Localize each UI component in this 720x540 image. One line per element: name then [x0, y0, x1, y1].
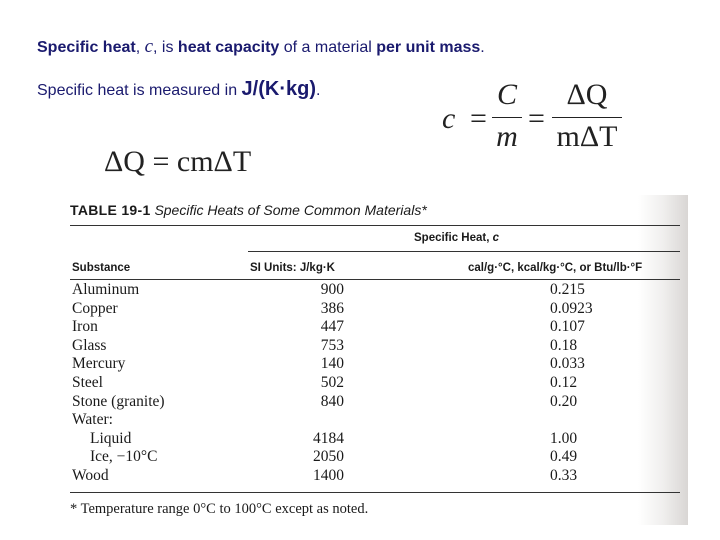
table-top-rule	[70, 225, 680, 226]
cell-substance: Mercury	[72, 355, 126, 373]
eq-equals-2: =	[528, 102, 545, 135]
eq-denominator-1: m	[496, 120, 518, 153]
table-row	[72, 318, 682, 337]
term-per-unit-mass: per unit mass	[376, 39, 481, 56]
col-header-si: SI Units: J/kg·K	[250, 262, 335, 274]
specific-heat-table	[62, 195, 688, 525]
cell-si: 900	[320, 281, 344, 298]
header-rule	[70, 279, 680, 280]
group-header-text: Specific Heat,	[414, 232, 493, 244]
units-line	[37, 78, 320, 101]
cell-cal: 1.00	[550, 429, 578, 447]
cell-cal: 0.033	[550, 355, 585, 373]
cell-substance: Glass	[72, 336, 107, 354]
cell-substance: Liquid	[90, 429, 132, 447]
symbol-c: c	[144, 36, 154, 57]
cell-cal: 0.49	[550, 448, 578, 466]
eq-equals-1: =	[470, 102, 487, 135]
group-header	[414, 232, 499, 244]
cell-si: 753	[320, 336, 344, 354]
table-label: TABLE 19-1	[70, 202, 151, 218]
table-caption: Specific Heats of Some Common Materials*	[154, 202, 427, 218]
table-row	[72, 393, 682, 412]
table-bottom-rule	[70, 492, 680, 493]
eq-denominator-2: mΔT	[556, 120, 618, 153]
table-body	[72, 281, 682, 486]
table-row	[72, 337, 682, 356]
group-header-symbol: c	[492, 232, 500, 244]
table-row	[72, 300, 682, 319]
cell-cal: 0.33	[550, 466, 578, 484]
col-header-cal: cal/g·°C, kcal/kg·°C, or Btu/lb·°F	[468, 262, 643, 274]
cell-si: 4184	[313, 429, 344, 447]
cell-si: 502	[320, 373, 344, 391]
cell-substance: Iron	[72, 318, 98, 336]
cell-si: 840	[320, 392, 344, 410]
table-row	[72, 411, 682, 430]
cell-si: 386	[320, 299, 344, 317]
cell-cal: 0.107	[550, 318, 585, 336]
table-row	[72, 281, 682, 300]
term-heat-capacity: heat capacity	[177, 39, 280, 56]
cell-cal: 0.18	[550, 336, 578, 354]
cell-si: 1400	[313, 466, 344, 484]
group-rule	[248, 251, 680, 252]
table-title	[70, 202, 427, 218]
cell-cal: 0.12	[550, 373, 578, 391]
cell-cal: 0.20	[550, 392, 578, 410]
eq-numerator-1: C	[496, 78, 517, 111]
cell-cal: 0.0923	[550, 299, 593, 317]
unit-label: J/(K·kg)	[241, 78, 316, 100]
cell-substance: Wood	[72, 466, 109, 484]
cell-si: 2050	[313, 448, 344, 466]
cell-substance: Aluminum	[72, 281, 140, 298]
term-specific-heat: Specific heat	[37, 39, 136, 56]
table-row	[72, 374, 682, 393]
text-fragment: ,	[135, 39, 145, 56]
cell-substance: Water:	[72, 411, 113, 429]
table-row	[72, 355, 682, 374]
definition-line	[37, 36, 485, 58]
col-header-substance: Substance	[72, 262, 131, 274]
table-row	[72, 448, 682, 467]
fraction-bar	[552, 117, 622, 118]
text-fragment: , is	[153, 39, 178, 56]
cell-substance: Ice, −10°C	[90, 448, 158, 466]
fraction-bar	[492, 117, 522, 118]
cell-cal: 0.215	[550, 281, 585, 298]
units-text: Specific heat is measured in	[37, 82, 242, 99]
cell-si: 447	[320, 318, 344, 336]
heat-equation: ΔQ = cmΔT	[104, 145, 252, 178]
cell-substance: Copper	[72, 299, 118, 317]
text-fragment: of a material	[279, 39, 377, 56]
table-row	[72, 430, 682, 449]
specific-heat-equation	[442, 78, 682, 158]
text-fragment: .	[480, 39, 485, 56]
eq-lhs: c	[442, 102, 456, 135]
table-row	[72, 467, 682, 486]
eq-numerator-2: ΔQ	[566, 78, 608, 111]
cell-substance: Stone (granite)	[72, 392, 165, 410]
table-footnote: * Temperature range 0°C to 100°C except as noted.	[70, 501, 369, 517]
cell-substance: Steel	[72, 373, 103, 391]
cell-si: 140	[320, 355, 344, 373]
text-fragment: .	[316, 82, 321, 99]
